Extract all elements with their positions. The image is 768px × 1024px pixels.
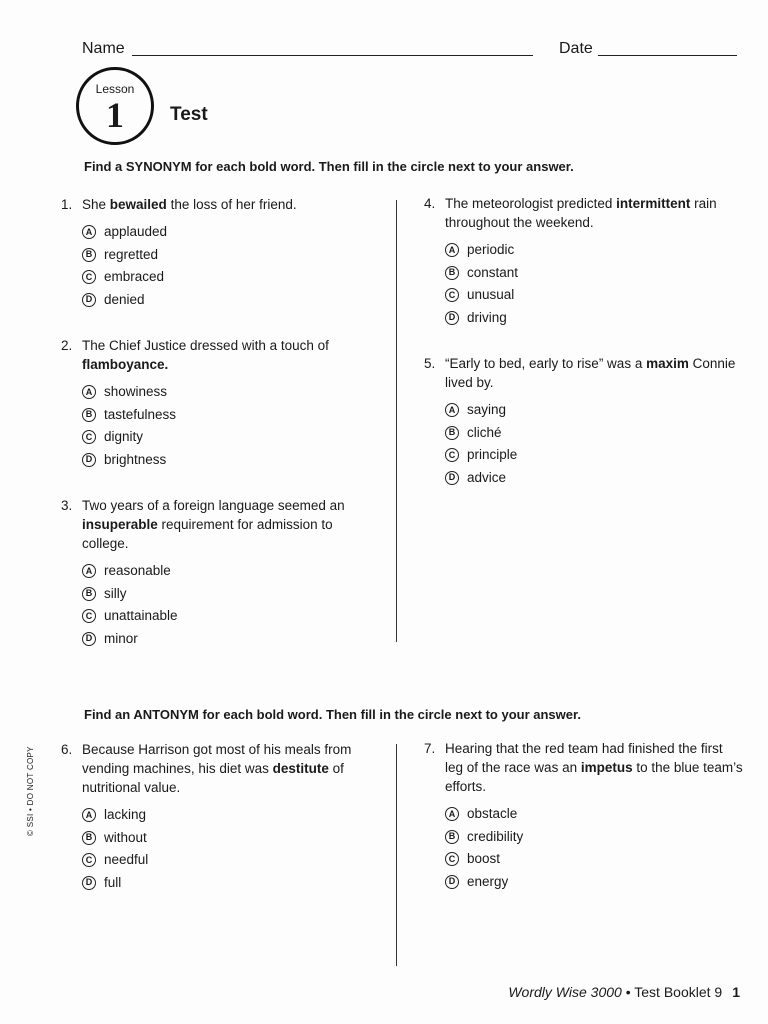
question-5	[424, 354, 744, 489]
copyright-notice: © SSI • DO NOT COPY	[26, 746, 35, 836]
question-text: Because Harrison got most of his meals from vending machines, his diet was destitute of nutritional value.	[82, 742, 352, 795]
choice-c[interactable]: C unusual	[445, 284, 744, 307]
question-6	[61, 740, 371, 894]
choice-b[interactable]: B constant	[445, 262, 744, 285]
question-number: 3.	[61, 498, 73, 513]
answer-bubble[interactable]: D	[445, 311, 459, 325]
answer-choices	[82, 560, 371, 650]
question-text: Two years of a foreign language seemed an insuperable requirement for admission to college.	[82, 498, 345, 551]
booklet-label: • Test Booklet 9	[621, 984, 723, 1000]
answer-bubble[interactable]: A	[445, 807, 459, 821]
column-divider	[396, 744, 397, 966]
name-label: Name	[82, 40, 125, 57]
page-title: Test	[170, 104, 208, 125]
lesson-badge	[76, 67, 154, 145]
question-number: 1.	[61, 197, 73, 212]
question-2	[61, 336, 361, 471]
answer-bubble[interactable]: D	[82, 632, 96, 646]
book-title: Wordly Wise 3000	[508, 984, 622, 1000]
choice-c[interactable]: C principle	[445, 444, 744, 467]
choice-d[interactable]: D driving	[445, 307, 744, 330]
question-number: 5.	[424, 356, 436, 371]
lesson-number: 1	[106, 95, 124, 135]
answer-bubble[interactable]: B	[82, 587, 96, 601]
answer-bubble[interactable]: A	[82, 385, 96, 399]
answer-bubble[interactable]: C	[82, 430, 96, 444]
answer-bubble[interactable]: B	[82, 408, 96, 422]
synonym-instruction: Find a SYNONYM for each bold word. Then fill in the circle next to your answer.	[84, 159, 574, 174]
answer-bubble[interactable]: C	[445, 288, 459, 302]
answer-choices	[445, 399, 744, 489]
answer-choices	[445, 239, 744, 329]
bold-word: impetus	[580, 760, 633, 775]
choice-c[interactable]: C embraced	[82, 266, 381, 289]
date-field[interactable]	[598, 55, 737, 56]
answer-bubble[interactable]: D	[82, 453, 96, 467]
question-7	[424, 739, 744, 893]
choice-b[interactable]: B tastefulness	[82, 404, 361, 427]
bold-word: intermittent	[616, 196, 691, 211]
answer-bubble[interactable]: C	[445, 852, 459, 866]
choice-c[interactable]: C unattainable	[82, 605, 371, 628]
question-1	[61, 195, 381, 311]
choice-d[interactable]: D minor	[82, 628, 371, 651]
choice-d[interactable]: D brightness	[82, 449, 361, 472]
choice-c[interactable]: C boost	[445, 848, 744, 871]
answer-bubble[interactable]: D	[82, 293, 96, 307]
choice-d[interactable]: D advice	[445, 467, 744, 490]
question-text: She bewailed the loss of her friend.	[82, 197, 297, 212]
answer-bubble[interactable]: B	[82, 248, 96, 262]
choice-d[interactable]: D energy	[445, 871, 744, 894]
antonym-instruction: Find an ANTONYM for each bold word. Then fill in the circle next to your answer.	[84, 707, 581, 722]
choice-a[interactable]: A showiness	[82, 381, 361, 404]
date-label: Date	[559, 40, 593, 57]
question-number: 4.	[424, 196, 436, 211]
question-text: The meteorologist predicted intermittent rain throughout the weekend.	[445, 196, 717, 230]
choice-b[interactable]: B silly	[82, 583, 371, 606]
answer-choices	[445, 803, 744, 893]
lesson-label: Lesson	[95, 82, 135, 96]
answer-bubble[interactable]: C	[82, 853, 96, 867]
bold-word: bewailed	[109, 197, 167, 212]
answer-choices	[82, 221, 381, 311]
choice-b[interactable]: B cliché	[445, 422, 744, 445]
choice-a[interactable]: A saying	[445, 399, 744, 422]
answer-bubble[interactable]: A	[82, 225, 96, 239]
choice-c[interactable]: C dignity	[82, 426, 361, 449]
question-text: The Chief Justice dressed with a touch of flamboyance.	[82, 338, 329, 372]
answer-bubble[interactable]: A	[82, 808, 96, 822]
choice-a[interactable]: A applauded	[82, 221, 381, 244]
choice-d[interactable]: D full	[82, 872, 371, 895]
column-divider	[396, 200, 397, 642]
question-number: 2.	[61, 338, 73, 353]
answer-bubble[interactable]: D	[445, 471, 459, 485]
answer-bubble[interactable]: A	[445, 243, 459, 257]
question-number: 7.	[424, 741, 436, 756]
choice-c[interactable]: C needful	[82, 849, 371, 872]
answer-bubble[interactable]: B	[445, 266, 459, 280]
answer-bubble[interactable]: C	[82, 270, 96, 284]
choice-a[interactable]: A lacking	[82, 804, 371, 827]
answer-bubble[interactable]: B	[445, 426, 459, 440]
choice-a[interactable]: A periodic	[445, 239, 744, 262]
choice-b[interactable]: B credibility	[445, 826, 744, 849]
answer-bubble[interactable]: D	[82, 876, 96, 890]
answer-bubble[interactable]: A	[82, 564, 96, 578]
question-text: “Early to bed, early to rise” was a maxim Connie lived by.	[445, 356, 736, 390]
bold-word: destitute	[272, 761, 329, 776]
footer	[508, 984, 740, 1000]
answer-bubble[interactable]: C	[82, 609, 96, 623]
answer-bubble[interactable]: D	[445, 875, 459, 889]
answer-bubble[interactable]: B	[445, 830, 459, 844]
choice-a[interactable]: A obstacle	[445, 803, 744, 826]
choice-b[interactable]: B without	[82, 827, 371, 850]
bold-word: flamboyance.	[82, 357, 169, 372]
question-number: 6.	[61, 742, 73, 757]
answer-bubble[interactable]: B	[82, 831, 96, 845]
bold-word: insuperable	[82, 517, 158, 532]
bold-word: maxim	[646, 356, 689, 371]
choice-d[interactable]: D denied	[82, 289, 381, 312]
question-3	[61, 496, 371, 650]
answer-choices	[82, 804, 371, 894]
answer-bubble[interactable]: C	[445, 448, 459, 462]
page-number: 1	[732, 984, 740, 1000]
answer-choices	[82, 381, 361, 471]
answer-bubble[interactable]: A	[445, 403, 459, 417]
question-text: Hearing that the red team had finished the first leg of the race was an impetus to the blue team’s efforts.	[445, 741, 743, 794]
question-4	[424, 194, 744, 329]
choice-a[interactable]: A reasonable	[82, 560, 371, 583]
choice-b[interactable]: B regretted	[82, 244, 381, 267]
name-field[interactable]	[132, 55, 533, 56]
